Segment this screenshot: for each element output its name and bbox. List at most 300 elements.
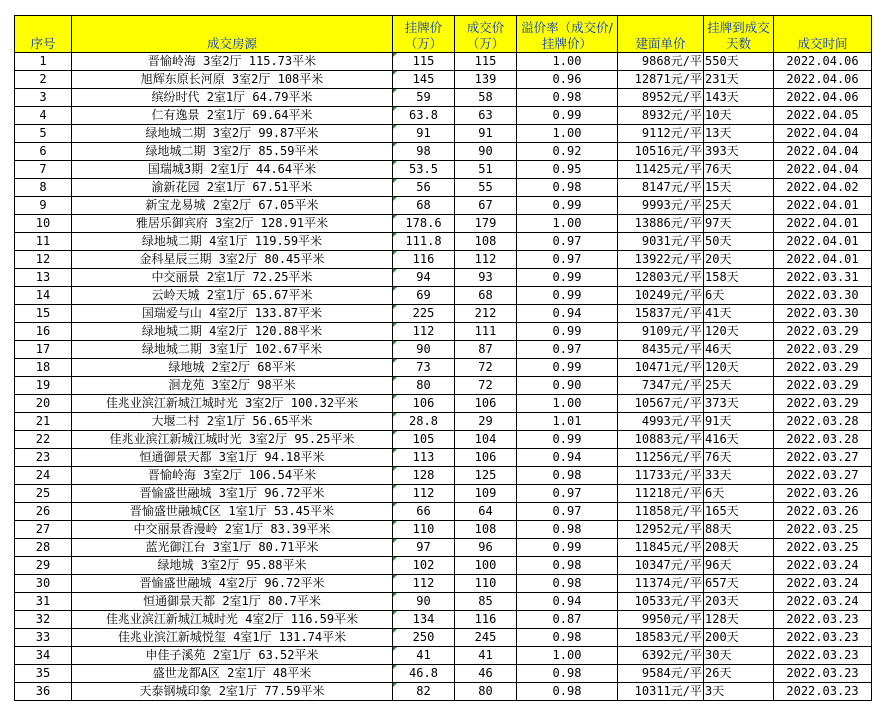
- cell-date[interactable]: 2022.03.27: [774, 449, 872, 467]
- cell-unit-price[interactable]: 9993元/平: [618, 197, 704, 215]
- cell-list-price[interactable]: 112: [393, 575, 455, 593]
- cell-unit-price[interactable]: 9584元/平: [618, 665, 704, 683]
- cell-days[interactable]: 25天: [704, 377, 774, 395]
- cell-seq[interactable]: 9: [15, 197, 72, 215]
- cell-unit-price[interactable]: 12803元/平: [618, 269, 704, 287]
- cell-deal-price[interactable]: 108: [455, 233, 517, 251]
- cell-date[interactable]: 2022.03.31: [774, 269, 872, 287]
- cell-deal-price[interactable]: 46: [455, 665, 517, 683]
- cell-list-price[interactable]: 128: [393, 467, 455, 485]
- cell-unit-price[interactable]: 10347元/平: [618, 557, 704, 575]
- header-house[interactable]: 成交房源: [72, 16, 393, 53]
- cell-unit-price[interactable]: 10311元/平: [618, 683, 704, 701]
- header-date[interactable]: 成交时间: [774, 16, 872, 53]
- cell-days[interactable]: 6天: [704, 485, 774, 503]
- cell-list-price[interactable]: 116: [393, 251, 455, 269]
- cell-date[interactable]: 2022.03.26: [774, 485, 872, 503]
- cell-premium-rate[interactable]: 0.98: [517, 683, 618, 701]
- cell-list-price[interactable]: 225: [393, 305, 455, 323]
- cell-house[interactable]: 金科星辰三期 3室2厅 80.45平米: [72, 251, 393, 269]
- cell-house[interactable]: 绿地城二期 3室2厅 99.87平米: [72, 125, 393, 143]
- cell-unit-price[interactable]: 10249元/平: [618, 287, 704, 305]
- cell-date[interactable]: 2022.03.28: [774, 431, 872, 449]
- cell-deal-price[interactable]: 179: [455, 215, 517, 233]
- cell-unit-price[interactable]: 9868元/平: [618, 53, 704, 71]
- cell-days[interactable]: 91天: [704, 413, 774, 431]
- cell-house[interactable]: 晋愉盛世融城 3室1厅 96.72平米: [72, 485, 393, 503]
- cell-house[interactable]: 绿地城二期 3室1厅 102.67平米: [72, 341, 393, 359]
- cell-premium-rate[interactable]: 0.94: [517, 449, 618, 467]
- cell-house[interactable]: 申佳子溪苑 2室1厅 63.52平米: [72, 647, 393, 665]
- cell-deal-price[interactable]: 64: [455, 503, 517, 521]
- cell-seq[interactable]: 30: [15, 575, 72, 593]
- cell-date[interactable]: 2022.03.29: [774, 323, 872, 341]
- cell-deal-price[interactable]: 245: [455, 629, 517, 647]
- cell-house[interactable]: 国瑞城3期 2室1厅 44.64平米: [72, 161, 393, 179]
- cell-days[interactable]: 10天: [704, 107, 774, 125]
- header-deal-price[interactable]: 成交价（万）: [455, 16, 517, 53]
- cell-deal-price[interactable]: 72: [455, 377, 517, 395]
- cell-days[interactable]: 208天: [704, 539, 774, 557]
- cell-deal-price[interactable]: 80: [455, 683, 517, 701]
- cell-days[interactable]: 550天: [704, 53, 774, 71]
- cell-deal-price[interactable]: 109: [455, 485, 517, 503]
- cell-date[interactable]: 2022.03.24: [774, 593, 872, 611]
- cell-seq[interactable]: 4: [15, 107, 72, 125]
- cell-seq[interactable]: 13: [15, 269, 72, 287]
- cell-unit-price[interactable]: 8435元/平: [618, 341, 704, 359]
- cell-unit-price[interactable]: 11218元/平: [618, 485, 704, 503]
- cell-deal-price[interactable]: 100: [455, 557, 517, 575]
- cell-date[interactable]: 2022.04.06: [774, 89, 872, 107]
- cell-unit-price[interactable]: 11256元/平: [618, 449, 704, 467]
- cell-house[interactable]: 晋愉盛世融城 4室2厅 96.72平米: [72, 575, 393, 593]
- cell-deal-price[interactable]: 106: [455, 449, 517, 467]
- cell-deal-price[interactable]: 51: [455, 161, 517, 179]
- cell-days[interactable]: 97天: [704, 215, 774, 233]
- cell-deal-price[interactable]: 93: [455, 269, 517, 287]
- cell-list-price[interactable]: 53.5: [393, 161, 455, 179]
- cell-list-price[interactable]: 56: [393, 179, 455, 197]
- cell-premium-rate[interactable]: 0.97: [517, 341, 618, 359]
- cell-unit-price[interactable]: 10533元/平: [618, 593, 704, 611]
- cell-deal-price[interactable]: 55: [455, 179, 517, 197]
- cell-seq[interactable]: 3: [15, 89, 72, 107]
- cell-premium-rate[interactable]: 0.98: [517, 575, 618, 593]
- cell-deal-price[interactable]: 29: [455, 413, 517, 431]
- cell-days[interactable]: 25天: [704, 197, 774, 215]
- table-row: [15, 449, 872, 467]
- cell-date[interactable]: 2022.03.25: [774, 539, 872, 557]
- cell-deal-price[interactable]: 96: [455, 539, 517, 557]
- cell-unit-price[interactable]: 11858元/平: [618, 503, 704, 521]
- cell-house[interactable]: 绿地城 3室2厅 95.88平米: [72, 557, 393, 575]
- cell-days[interactable]: 96天: [704, 557, 774, 575]
- cell-date[interactable]: 2022.03.30: [774, 305, 872, 323]
- cell-days[interactable]: 393天: [704, 143, 774, 161]
- cell-days[interactable]: 120天: [704, 359, 774, 377]
- cell-seq[interactable]: 28: [15, 539, 72, 557]
- cell-seq[interactable]: 2: [15, 71, 72, 89]
- cell-days[interactable]: 46天: [704, 341, 774, 359]
- cell-seq[interactable]: 27: [15, 521, 72, 539]
- cell-date[interactable]: 2022.04.01: [774, 233, 872, 251]
- cell-date[interactable]: 2022.03.30: [774, 287, 872, 305]
- cell-seq[interactable]: 36: [15, 683, 72, 701]
- cell-premium-rate[interactable]: 0.94: [517, 593, 618, 611]
- cell-unit-price[interactable]: 9112元/平: [618, 125, 704, 143]
- header-unit-price[interactable]: 建面单价: [618, 16, 704, 53]
- cell-seq[interactable]: 22: [15, 431, 72, 449]
- cell-deal-price[interactable]: 106: [455, 395, 517, 413]
- cell-premium-rate[interactable]: 0.97: [517, 503, 618, 521]
- cell-days[interactable]: 76天: [704, 449, 774, 467]
- cell-premium-rate[interactable]: 1.00: [517, 215, 618, 233]
- cell-house[interactable]: 晋愉岭海 3室2厅 106.54平米: [72, 467, 393, 485]
- cell-unit-price[interactable]: 10471元/平: [618, 359, 704, 377]
- cell-seq[interactable]: 35: [15, 665, 72, 683]
- cell-unit-price[interactable]: 10567元/平: [618, 395, 704, 413]
- cell-unit-price[interactable]: 13922元/平: [618, 251, 704, 269]
- cell-unit-price[interactable]: 6392元/平: [618, 647, 704, 665]
- cell-date[interactable]: 2022.04.04: [774, 125, 872, 143]
- cell-deal-price[interactable]: 63: [455, 107, 517, 125]
- cell-premium-rate[interactable]: 0.97: [517, 251, 618, 269]
- cell-days[interactable]: 30天: [704, 647, 774, 665]
- cell-house[interactable]: 天泰钢城印象 2室1厅 77.59平米: [72, 683, 393, 701]
- cell-premium-rate[interactable]: 0.94: [517, 305, 618, 323]
- cell-premium-rate[interactable]: 0.90: [517, 377, 618, 395]
- cell-deal-price[interactable]: 115: [455, 53, 517, 71]
- cell-premium-rate[interactable]: 0.98: [517, 665, 618, 683]
- cell-list-price[interactable]: 102: [393, 557, 455, 575]
- cell-seq[interactable]: 34: [15, 647, 72, 665]
- cell-seq[interactable]: 10: [15, 215, 72, 233]
- cell-house[interactable]: 恒通御景天都 3室1厅 94.18平米: [72, 449, 393, 467]
- cell-days[interactable]: 165天: [704, 503, 774, 521]
- cell-premium-rate[interactable]: 0.98: [517, 89, 618, 107]
- cell-list-price[interactable]: 178.6: [393, 215, 455, 233]
- cell-premium-rate[interactable]: 0.95: [517, 161, 618, 179]
- cell-seq[interactable]: 1: [15, 53, 72, 71]
- cell-deal-price[interactable]: 58: [455, 89, 517, 107]
- cell-days[interactable]: 373天: [704, 395, 774, 413]
- cell-date[interactable]: 2022.03.28: [774, 413, 872, 431]
- cell-deal-price[interactable]: 139: [455, 71, 517, 89]
- cell-days[interactable]: 657天: [704, 575, 774, 593]
- cell-date[interactable]: 2022.03.24: [774, 557, 872, 575]
- cell-premium-rate[interactable]: 0.99: [517, 431, 618, 449]
- cell-house[interactable]: 仁有逸景 2室1厅 69.64平米: [72, 107, 393, 125]
- cell-premium-rate[interactable]: 0.97: [517, 485, 618, 503]
- cell-list-price[interactable]: 94: [393, 269, 455, 287]
- cell-list-price[interactable]: 91: [393, 125, 455, 143]
- cell-premium-rate[interactable]: 0.87: [517, 611, 618, 629]
- cell-house[interactable]: 缤纷时代 2室1厅 64.79平米: [72, 89, 393, 107]
- cell-deal-price[interactable]: 85: [455, 593, 517, 611]
- cell-seq[interactable]: 31: [15, 593, 72, 611]
- cell-date[interactable]: 2022.03.29: [774, 377, 872, 395]
- cell-list-price[interactable]: 112: [393, 323, 455, 341]
- cell-seq[interactable]: 33: [15, 629, 72, 647]
- cell-premium-rate[interactable]: 0.99: [517, 359, 618, 377]
- cell-days[interactable]: 13天: [704, 125, 774, 143]
- cell-date[interactable]: 2022.04.01: [774, 215, 872, 233]
- cell-seq[interactable]: 32: [15, 611, 72, 629]
- cell-premium-rate[interactable]: 0.96: [517, 71, 618, 89]
- cell-list-price[interactable]: 63.8: [393, 107, 455, 125]
- cell-list-price[interactable]: 111.8: [393, 233, 455, 251]
- cell-house[interactable]: 中交丽景 2室1厅 72.25平米: [72, 269, 393, 287]
- cell-list-price[interactable]: 110: [393, 521, 455, 539]
- cell-premium-rate[interactable]: 0.99: [517, 197, 618, 215]
- cell-list-price[interactable]: 250: [393, 629, 455, 647]
- cell-deal-price[interactable]: 91: [455, 125, 517, 143]
- cell-date[interactable]: 2022.03.27: [774, 467, 872, 485]
- cell-days[interactable]: 50天: [704, 233, 774, 251]
- cell-deal-price[interactable]: 41: [455, 647, 517, 665]
- cell-unit-price[interactable]: 4993元/平: [618, 413, 704, 431]
- cell-date[interactable]: 2022.04.01: [774, 251, 872, 269]
- cell-seq[interactable]: 11: [15, 233, 72, 251]
- cell-list-price[interactable]: 28.8: [393, 413, 455, 431]
- cell-list-price[interactable]: 80: [393, 377, 455, 395]
- cell-list-price[interactable]: 73: [393, 359, 455, 377]
- cell-date[interactable]: 2022.03.23: [774, 683, 872, 701]
- cell-seq[interactable]: 25: [15, 485, 72, 503]
- cell-date[interactable]: 2022.03.25: [774, 521, 872, 539]
- cell-deal-price[interactable]: 110: [455, 575, 517, 593]
- cell-unit-price[interactable]: 9109元/平: [618, 323, 704, 341]
- cell-seq[interactable]: 24: [15, 467, 72, 485]
- cell-list-price[interactable]: 97: [393, 539, 455, 557]
- cell-list-price[interactable]: 106: [393, 395, 455, 413]
- cell-house[interactable]: 晋愉盛世融城C区 1室1厅 53.45平米: [72, 503, 393, 521]
- cell-seq[interactable]: 17: [15, 341, 72, 359]
- cell-date[interactable]: 2022.03.23: [774, 629, 872, 647]
- cell-days[interactable]: 15天: [704, 179, 774, 197]
- cell-deal-price[interactable]: 111: [455, 323, 517, 341]
- cell-unit-price[interactable]: 8932元/平: [618, 107, 704, 125]
- cell-list-price[interactable]: 82: [393, 683, 455, 701]
- cell-deal-price[interactable]: 67: [455, 197, 517, 215]
- cell-premium-rate[interactable]: 0.99: [517, 287, 618, 305]
- cell-list-price[interactable]: 113: [393, 449, 455, 467]
- cell-premium-rate[interactable]: 1.01: [517, 413, 618, 431]
- cell-house[interactable]: 大堰二村 2室1厅 56.65平米: [72, 413, 393, 431]
- cell-house[interactable]: 恒通御景天都 2室1厅 80.7平米: [72, 593, 393, 611]
- cell-list-price[interactable]: 90: [393, 341, 455, 359]
- header-premium-rate[interactable]: 溢价率（成交价/挂牌价）: [517, 16, 618, 53]
- cell-unit-price[interactable]: 11733元/平: [618, 467, 704, 485]
- cell-deal-price[interactable]: 112: [455, 251, 517, 269]
- cell-premium-rate[interactable]: 0.98: [517, 179, 618, 197]
- cell-deal-price[interactable]: 87: [455, 341, 517, 359]
- cell-seq[interactable]: 18: [15, 359, 72, 377]
- cell-list-price[interactable]: 59: [393, 89, 455, 107]
- cell-days[interactable]: 20天: [704, 251, 774, 269]
- cell-seq[interactable]: 20: [15, 395, 72, 413]
- cell-list-price[interactable]: 46.8: [393, 665, 455, 683]
- cell-date[interactable]: 2022.04.05: [774, 107, 872, 125]
- table-row: [15, 629, 872, 647]
- cell-date[interactable]: 2022.04.04: [774, 143, 872, 161]
- cell-premium-rate[interactable]: 0.99: [517, 107, 618, 125]
- cell-days[interactable]: 158天: [704, 269, 774, 287]
- cell-date[interactable]: 2022.03.26: [774, 503, 872, 521]
- cell-date[interactable]: 2022.03.29: [774, 395, 872, 413]
- cell-house[interactable]: 绿地城 2室2厅 68平米: [72, 359, 393, 377]
- cell-house[interactable]: 晋愉岭海 3室2厅 115.73平米: [72, 53, 393, 71]
- cell-date[interactable]: 2022.03.23: [774, 611, 872, 629]
- cell-premium-rate[interactable]: 1.00: [517, 125, 618, 143]
- cell-seq[interactable]: 8: [15, 179, 72, 197]
- cell-list-price[interactable]: 69: [393, 287, 455, 305]
- cell-deal-price[interactable]: 125: [455, 467, 517, 485]
- cell-deal-price[interactable]: 212: [455, 305, 517, 323]
- cell-days[interactable]: 26天: [704, 665, 774, 683]
- cell-premium-rate[interactable]: 0.98: [517, 557, 618, 575]
- cell-premium-rate[interactable]: 0.98: [517, 467, 618, 485]
- cell-days[interactable]: 231天: [704, 71, 774, 89]
- cell-deal-price[interactable]: 116: [455, 611, 517, 629]
- cell-days[interactable]: 203天: [704, 593, 774, 611]
- cell-seq[interactable]: 14: [15, 287, 72, 305]
- cell-seq[interactable]: 7: [15, 161, 72, 179]
- table-row: [15, 143, 872, 161]
- cell-list-price[interactable]: 112: [393, 485, 455, 503]
- cell-premium-rate[interactable]: 0.98: [517, 629, 618, 647]
- cell-house[interactable]: 绿地城二期 3室2厅 85.59平米: [72, 143, 393, 161]
- cell-deal-price[interactable]: 90: [455, 143, 517, 161]
- cell-date[interactable]: 2022.03.24: [774, 575, 872, 593]
- cell-days[interactable]: 88天: [704, 521, 774, 539]
- cell-days[interactable]: 143天: [704, 89, 774, 107]
- cell-unit-price[interactable]: 9950元/平: [618, 611, 704, 629]
- cell-days[interactable]: 41天: [704, 305, 774, 323]
- cell-seq[interactable]: 19: [15, 377, 72, 395]
- cell-list-price[interactable]: 145: [393, 71, 455, 89]
- cell-unit-price[interactable]: 9031元/平: [618, 233, 704, 251]
- cell-seq[interactable]: 16: [15, 323, 72, 341]
- header-seq[interactable]: 序号: [15, 16, 72, 53]
- cell-premium-rate[interactable]: 0.99: [517, 539, 618, 557]
- cell-date[interactable]: 2022.04.02: [774, 179, 872, 197]
- cell-house[interactable]: 洄龙苑 3室2厅 98平米: [72, 377, 393, 395]
- cell-list-price[interactable]: 66: [393, 503, 455, 521]
- cell-premium-rate[interactable]: 0.99: [517, 269, 618, 287]
- cell-list-price[interactable]: 115: [393, 53, 455, 71]
- cell-house[interactable]: 佳兆业滨江新城江城时光 3室2厅 95.25平米: [72, 431, 393, 449]
- cell-premium-rate[interactable]: 0.92: [517, 143, 618, 161]
- cell-seq[interactable]: 21: [15, 413, 72, 431]
- cell-unit-price[interactable]: 12952元/平: [618, 521, 704, 539]
- cell-unit-price[interactable]: 15837元/平: [618, 305, 704, 323]
- cell-premium-rate[interactable]: 0.98: [517, 521, 618, 539]
- cell-house[interactable]: 云岭天城 2室1厅 65.67平米: [72, 287, 393, 305]
- cell-seq[interactable]: 26: [15, 503, 72, 521]
- cell-unit-price[interactable]: 8952元/平: [618, 89, 704, 107]
- cell-seq[interactable]: 6: [15, 143, 72, 161]
- cell-deal-price[interactable]: 72: [455, 359, 517, 377]
- cell-date[interactable]: 2022.03.23: [774, 647, 872, 665]
- cell-unit-price[interactable]: 10516元/平: [618, 143, 704, 161]
- cell-seq[interactable]: 23: [15, 449, 72, 467]
- cell-deal-price[interactable]: 68: [455, 287, 517, 305]
- cell-premium-rate[interactable]: 0.97: [517, 233, 618, 251]
- cell-deal-price[interactable]: 108: [455, 521, 517, 539]
- cell-unit-price[interactable]: 8147元/平: [618, 179, 704, 197]
- cell-house[interactable]: 佳兆业滨江新城江城时光 3室2厅 100.32平米: [72, 395, 393, 413]
- cell-date[interactable]: 2022.03.29: [774, 341, 872, 359]
- cell-house[interactable]: 中交丽景香漫岭 2室1厅 83.39平米: [72, 521, 393, 539]
- cell-days[interactable]: 128天: [704, 611, 774, 629]
- cell-unit-price[interactable]: 7347元/平: [618, 377, 704, 395]
- cell-house[interactable]: 国瑞爱与山 4室2厅 133.87平米: [72, 305, 393, 323]
- cell-date[interactable]: 2022.03.23: [774, 665, 872, 683]
- cell-unit-price[interactable]: 11425元/平: [618, 161, 704, 179]
- cell-days[interactable]: 3天: [704, 683, 774, 701]
- cell-date[interactable]: 2022.04.06: [774, 71, 872, 89]
- cell-list-price[interactable]: 105: [393, 431, 455, 449]
- cell-list-price[interactable]: 134: [393, 611, 455, 629]
- cell-seq[interactable]: 29: [15, 557, 72, 575]
- cell-premium-rate[interactable]: 1.00: [517, 647, 618, 665]
- cell-premium-rate[interactable]: 1.00: [517, 53, 618, 71]
- cell-list-price[interactable]: 41: [393, 647, 455, 665]
- header-days[interactable]: 挂牌到成交天数: [704, 16, 774, 53]
- cell-date[interactable]: 2022.03.29: [774, 359, 872, 377]
- cell-list-price[interactable]: 68: [393, 197, 455, 215]
- cell-days[interactable]: 200天: [704, 629, 774, 647]
- cell-house[interactable]: 绿地城二期 4室1厅 119.59平米: [72, 233, 393, 251]
- table-row: [15, 53, 872, 71]
- cell-unit-price[interactable]: 18583元/平: [618, 629, 704, 647]
- cell-premium-rate[interactable]: 0.99: [517, 323, 618, 341]
- cell-list-price[interactable]: 98: [393, 143, 455, 161]
- cell-days[interactable]: 33天: [704, 467, 774, 485]
- cell-unit-price[interactable]: 13886元/平: [618, 215, 704, 233]
- cell-unit-price[interactable]: 12871元/平: [618, 71, 704, 89]
- cell-house[interactable]: 绿地城二期 4室2厅 120.88平米: [72, 323, 393, 341]
- cell-seq[interactable]: 15: [15, 305, 72, 323]
- cell-house[interactable]: 蓝光御江台 3室1厅 80.71平米: [72, 539, 393, 557]
- cell-days[interactable]: 120天: [704, 323, 774, 341]
- cell-seq[interactable]: 12: [15, 251, 72, 269]
- cell-deal-price[interactable]: 104: [455, 431, 517, 449]
- cell-unit-price[interactable]: 11374元/平: [618, 575, 704, 593]
- cell-house[interactable]: 新宝龙易城 2室2厅 67.05平米: [72, 197, 393, 215]
- cell-house[interactable]: 盛世龙都A区 2室1厅 48平米: [72, 665, 393, 683]
- header-list-price[interactable]: 挂牌价（万）: [393, 16, 455, 53]
- cell-house[interactable]: 渝新花园 2室1厅 67.51平米: [72, 179, 393, 197]
- cell-seq[interactable]: 5: [15, 125, 72, 143]
- cell-date[interactable]: 2022.04.04: [774, 161, 872, 179]
- cell-unit-price[interactable]: 10883元/平: [618, 431, 704, 449]
- cell-house[interactable]: 佳兆业滨江新城江城时光 4室2厅 116.59平米: [72, 611, 393, 629]
- cell-days[interactable]: 416天: [704, 431, 774, 449]
- cell-house[interactable]: 雅居乐御宾府 3室2厅 128.91平米: [72, 215, 393, 233]
- cell-days[interactable]: 6天: [704, 287, 774, 305]
- cell-days[interactable]: 76天: [704, 161, 774, 179]
- cell-house[interactable]: 旭辉东原长河原 3室2厅 108平米: [72, 71, 393, 89]
- cell-premium-rate[interactable]: 1.00: [517, 395, 618, 413]
- cell-list-price[interactable]: 90: [393, 593, 455, 611]
- cell-unit-price[interactable]: 11845元/平: [618, 539, 704, 557]
- cell-house[interactable]: 佳兆业滨江新城悦玺 4室1厅 131.74平米: [72, 629, 393, 647]
- cell-date[interactable]: 2022.04.01: [774, 197, 872, 215]
- cell-date[interactable]: 2022.04.06: [774, 53, 872, 71]
